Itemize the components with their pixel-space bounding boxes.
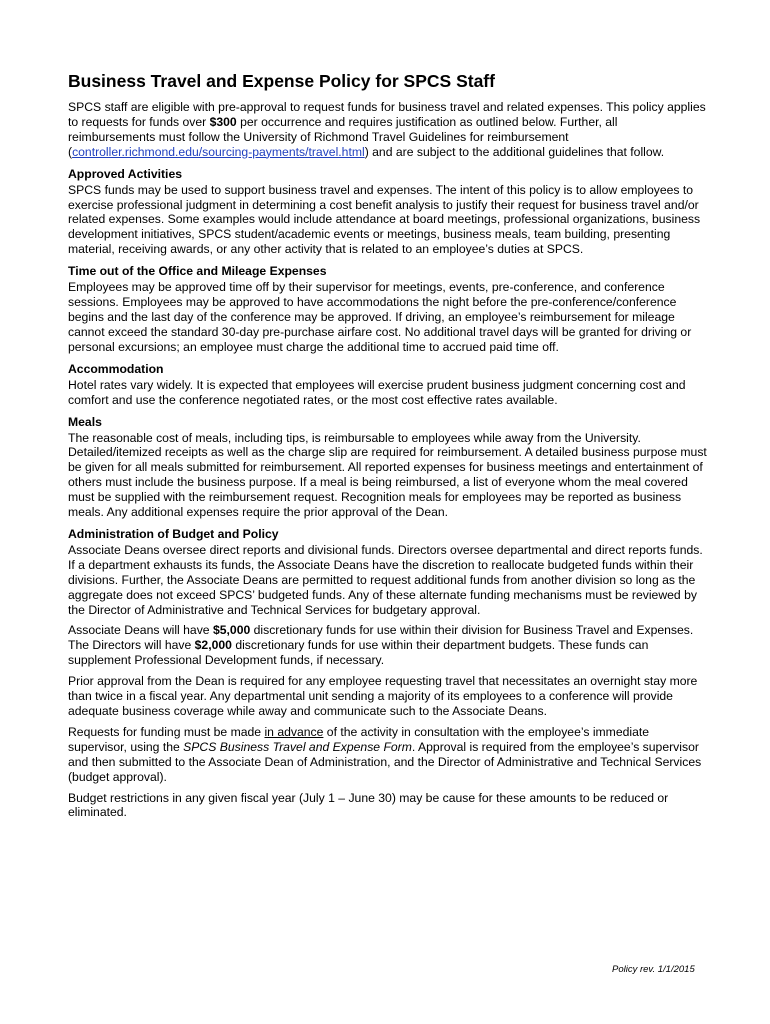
document-page	[68, 70, 708, 826]
in-advance-text: in advance	[264, 724, 324, 739]
admin-p4-text-3: . Approval is required from the employee’s supervisor and then submitted to the Associate Dean of Administration, and the Director of Administrative and Technical Services (budget approval).	[68, 739, 702, 784]
administration-paragraph-4	[68, 725, 708, 785]
intro-paragraph	[68, 100, 708, 160]
intro-amount: $300	[209, 114, 237, 129]
admin-p4-text-2: of the activity in consultation with the employee’s immediate supervisor, using the	[68, 724, 650, 754]
meals-text: The reasonable cost of meals, including tips, is reimbursable to employees while away from the University. Detailed/itemized receipts as well as the charge slip are required for reimbursement. A detailed business purpose must be given for all meals submitted for reimbursement. All reported expenses for business meetings and entertainment of others must include the business purpose. If a meal is being reimbursed, a list of everyone whom the meal covered must be supplied with the reimbursement request. Recognition meals for employees may be reported as business meals. Any additional expenses require the prior approval of the Dean.	[68, 430, 707, 520]
admin-p4-text-1: Requests for funding must be made	[68, 724, 265, 739]
travel-guidelines-link[interactable]: controller.richmond.edu/sourcing-payments/travel.html	[72, 144, 365, 159]
accommodation-text: Hotel rates vary widely. It is expected that employees will exercise prudent business judgment concerning cost and comfort and use the conference negotiated rates, or the most cost effective rates available.	[68, 377, 686, 407]
approved-activities-heading: Approved Activities	[68, 166, 183, 181]
admin-p2-text-1: Associate Deans will have	[68, 623, 213, 638]
associate-dean-amount: $5,000	[212, 623, 251, 638]
admin-p2-text-2: discretionary funds for use within their division for Business Travel and Expenses. The Directors will have	[68, 623, 694, 653]
administration-paragraph-3: Prior approval from the Dean is required for any employee requesting travel that necessitates an overnight stay more than twice in a fiscal year. Any departmental unit sending a majority of its employees to a conference will provide adequate business coverage while away and communicate such to the Associate Deans.	[68, 674, 698, 718]
administration-heading: Administration of Budget and Policy	[68, 526, 279, 541]
intro-text-1: SPCS staff are eligible with pre-approval to request funds for business travel and related expenses. This policy applies to requests for funds over	[68, 100, 706, 129]
expense-form-name: SPCS Business Travel and Expense Form	[183, 739, 412, 754]
policy-revision-footer: Policy rev. 1/1/2015	[612, 964, 695, 975]
admin-p2-text-3: discretionary funds for use within their department budgets. These funds can supplement Professional Development funds, if necessary.	[68, 638, 649, 668]
meals-heading: Meals	[68, 414, 102, 429]
time-out-text: Employees may be approved time off by their supervisor for meetings, events, pre-conference, and conference sessions. Employees may be approved to have accommodations the night before the pre-conference/conference begins and the last day of the conference may be approved. If driving, an employee’s reimbursement for mileage cannot exceed the standard 30-day pre-purchase airfare cost. No additional travel days will be granted for driving or personal excursions; an employee must charge the additional time to accrued paid time off.	[68, 280, 692, 354]
approved-activities-text: SPCS funds may be used to support business travel and expenses. The intent of this policy is to allow employees to exercise professional judgment in determining a cost benefit analysis to justify their request for business travel and/or related expenses. Some examples would include attendance at board meetings, professional organizations, business development initiatives, SPCS student/academic events or meetings, business meals, team building, presenting material, receiving awards, or any other activity that is related to an employee’s duties at SPCS.	[68, 182, 701, 257]
administration-paragraph-1: Associate Deans oversee direct reports and divisional funds. Directors oversee departmental and direct reports funds. If a department exhausts its funds, the Associate Deans have the discretion to reallocate budgeted funds within their divisions. Further, the Associate Deans are permitted to request additional funds from another division so long as the aggregate does not exceed SPCS’ budgeted funds. Any of these alternate funding mechanisms must be reviewed by the Director of Administrative and Technical Services for budgetary approval.	[68, 542, 703, 617]
administration-paragraph-2	[68, 623, 708, 668]
administration-paragraph-5: Budget restrictions in any given fiscal year (July 1 – June 30) may be cause for these amounts to be reduced or eliminated.	[68, 790, 669, 820]
intro-text-3: ) and are subject to the additional guidelines that follow.	[364, 144, 665, 159]
time-out-heading: Time out of the Office and Mileage Expenses	[68, 264, 327, 279]
intro-text-2: per occurrence and requires justification as outlined below. Further, all reimbursements must follow the University of Richmond Travel Guidelines for reimbursement (	[68, 114, 618, 159]
document-title: Business Travel and Expense Policy for SPCS Staff	[68, 71, 495, 91]
director-amount: $2,000	[194, 638, 232, 653]
accommodation-heading: Accommodation	[68, 361, 164, 376]
